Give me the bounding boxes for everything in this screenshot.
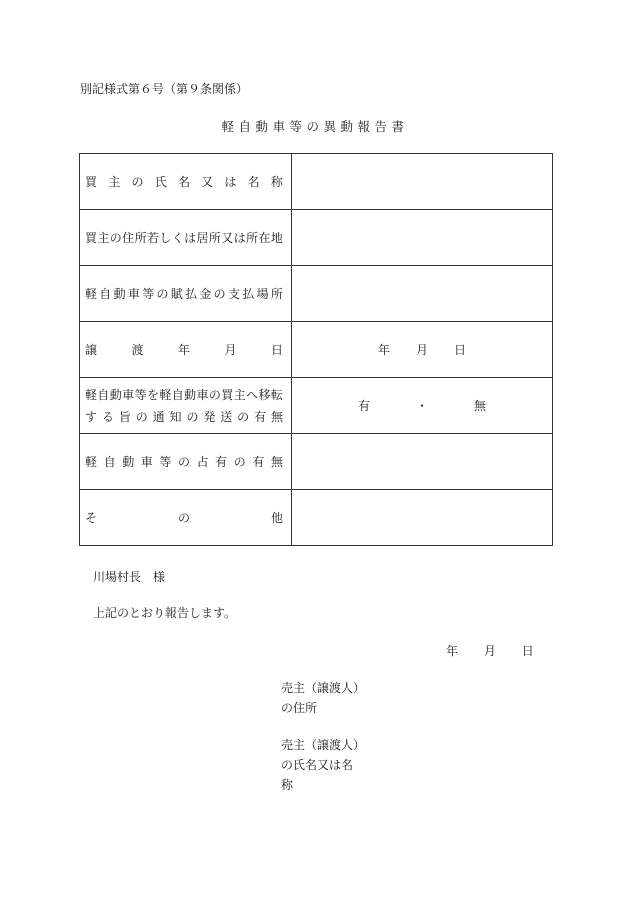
label-char: 自 xyxy=(97,387,110,402)
label-char: 在 xyxy=(258,231,271,245)
report-table xyxy=(79,153,553,546)
seller-name-label: 売主（譲渡人）の氏名又は名称 xyxy=(281,738,360,792)
month-label: 月 xyxy=(415,343,428,357)
buyer-address-field[interactable] xyxy=(292,210,553,266)
label-char: の xyxy=(156,287,169,301)
label-char: 自 xyxy=(103,455,116,469)
label-char: 動 xyxy=(113,287,126,301)
label-char: の xyxy=(177,511,190,525)
label-char: 動 xyxy=(109,387,122,402)
table-row xyxy=(80,378,553,434)
label-char: 主 xyxy=(97,231,110,245)
label-char: 譲 xyxy=(85,343,98,357)
label-char: 又 xyxy=(221,231,234,245)
label-char: 氏 xyxy=(154,175,167,189)
label-char: 称 xyxy=(270,175,283,189)
buyer-address-label xyxy=(80,210,292,266)
label-char: 主 xyxy=(233,387,246,402)
notice-sent-label xyxy=(80,378,292,434)
yes-option[interactable]: 有 xyxy=(357,399,370,413)
table-row xyxy=(80,434,553,490)
label-char: 車 xyxy=(127,287,140,301)
label-char: 自 xyxy=(99,287,112,301)
label-char: は xyxy=(224,175,237,189)
label-char: 送 xyxy=(220,409,233,424)
label-char: 日 xyxy=(270,343,283,357)
payment-place-label xyxy=(80,266,292,322)
label-char: の xyxy=(131,175,144,189)
label-char: く xyxy=(171,231,184,245)
label-char: 名 xyxy=(177,175,190,189)
label-char: す xyxy=(85,409,98,424)
label-char: を xyxy=(146,387,159,402)
label-char: 軽 xyxy=(85,387,98,402)
table-row xyxy=(80,490,553,546)
transfer-date-field[interactable] xyxy=(292,322,553,378)
label-char: 主 xyxy=(108,175,121,189)
table-row xyxy=(80,210,553,266)
label-char: 月 xyxy=(224,343,237,357)
label-char: 買 xyxy=(85,231,98,245)
label-char: 支 xyxy=(227,287,240,301)
label-char: の xyxy=(177,455,190,469)
label-char: 軽 xyxy=(159,387,172,402)
notice-sent-field[interactable] xyxy=(292,378,553,434)
label-char: 有 xyxy=(252,455,265,469)
form-number: 別記様式第６号（第９条関係） xyxy=(80,82,249,96)
date-day: 日 xyxy=(521,644,534,658)
label-char: の xyxy=(135,409,148,424)
label-char: 移 xyxy=(258,387,271,402)
possession-label xyxy=(80,434,292,490)
label-char: 無 xyxy=(270,409,283,424)
label-char: 場 xyxy=(256,287,269,301)
label-char: 発 xyxy=(203,409,216,424)
label-char: 年 xyxy=(177,343,190,357)
label-char: し xyxy=(159,231,172,245)
label-char: 旨 xyxy=(118,409,131,424)
label-char: そ xyxy=(85,511,98,525)
label-char: 居 xyxy=(196,231,209,245)
label-char: の xyxy=(237,409,250,424)
label-char: 車 xyxy=(122,387,135,402)
other-field[interactable] xyxy=(292,490,553,546)
label-char: 有 xyxy=(215,455,228,469)
label-char: 名 xyxy=(247,175,260,189)
label-char: 住 xyxy=(122,231,135,245)
label-char: の xyxy=(186,409,199,424)
possession-field[interactable] xyxy=(292,434,553,490)
label-char: 等 xyxy=(134,387,147,402)
label-char: 金 xyxy=(199,287,212,301)
label-char: 渡 xyxy=(131,343,144,357)
label-char: 等 xyxy=(142,287,155,301)
label-char: 通 xyxy=(152,409,165,424)
label-char: る xyxy=(101,409,114,424)
label-char: 所 xyxy=(246,231,259,245)
label-char: の xyxy=(109,231,122,245)
label-char: 転 xyxy=(270,387,283,402)
report-date xyxy=(446,642,556,659)
seller-address-label: 売主（譲渡人）の住所 xyxy=(281,681,360,715)
label-char: 有 xyxy=(254,409,267,424)
year-label: 年 xyxy=(377,343,390,357)
label-char: 軽 xyxy=(85,455,98,469)
buyer-name-label xyxy=(80,154,292,210)
label-char: の xyxy=(233,455,246,469)
label-char: 又 xyxy=(201,175,214,189)
report-statement: 上記のとおり報告します。 xyxy=(93,606,237,620)
other-label xyxy=(80,490,292,546)
label-char: 等 xyxy=(159,455,172,469)
label-char: 知 xyxy=(169,409,182,424)
label-char: の xyxy=(208,387,221,402)
table-row xyxy=(80,322,553,378)
label-char: 占 xyxy=(196,455,209,469)
label-char: 所 xyxy=(208,231,221,245)
date-month: 月 xyxy=(483,644,496,658)
label-char: 動 xyxy=(184,387,197,402)
buyer-name-field[interactable] xyxy=(292,154,553,210)
label-char: 賦 xyxy=(170,287,183,301)
label-char: 買 xyxy=(85,175,98,189)
label-char: 所 xyxy=(134,231,147,245)
label-char: 車 xyxy=(196,387,209,402)
payment-place-field[interactable] xyxy=(292,266,553,322)
no-option[interactable]: 無 xyxy=(474,399,487,413)
date-year: 年 xyxy=(446,644,459,658)
transfer-date-label xyxy=(80,322,292,378)
label-char: の xyxy=(213,287,226,301)
label-char: は xyxy=(233,231,246,245)
label-char: へ xyxy=(246,387,259,402)
label-char: 買 xyxy=(221,387,234,402)
label-char: 無 xyxy=(270,455,283,469)
label-char: は xyxy=(184,231,197,245)
label-char: 動 xyxy=(122,455,135,469)
label-char: 払 xyxy=(242,287,255,301)
label-char: 車 xyxy=(140,455,153,469)
label-char: 所 xyxy=(270,287,283,301)
label-char: 払 xyxy=(185,287,198,301)
table-row xyxy=(80,154,553,210)
table-row xyxy=(80,266,553,322)
day-label: 日 xyxy=(454,343,467,357)
addressee: 川場村長 様 xyxy=(93,570,166,584)
separator-dot: ・ xyxy=(415,399,428,413)
label-char: 若 xyxy=(146,231,159,245)
label-char: 自 xyxy=(171,387,184,402)
page-title: 軽自動車等の異動報告書 xyxy=(221,119,409,134)
label-char: 軽 xyxy=(85,287,98,301)
label-char: 他 xyxy=(270,511,283,525)
label-char: 地 xyxy=(270,231,283,245)
